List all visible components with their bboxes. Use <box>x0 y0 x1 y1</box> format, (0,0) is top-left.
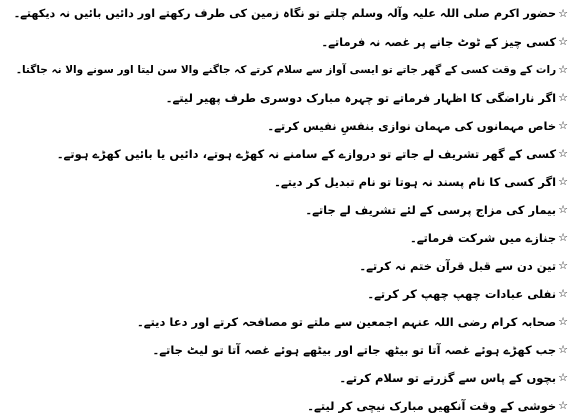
star-outline-icon: ☆ <box>558 259 568 272</box>
list-item-text: جنازے میں شرکت فرماتے۔ <box>410 231 557 245</box>
star-outline-icon: ☆ <box>558 147 568 160</box>
list-item-text: صحابہ کرام رضی اللہ عنہم اجمعین سے ملتے تو مصافحہ کرتے اور دعا دیتے۔ <box>137 315 557 329</box>
star-outline-icon: ☆ <box>558 399 568 412</box>
star-outline-icon: ☆ <box>558 7 568 20</box>
star-outline-icon: ☆ <box>558 63 568 76</box>
list-item-text: بیمار کی مزاج پرسی کے لئے تشریف لے جاتے۔ <box>305 203 557 217</box>
list-item-text: نفلی عبادات چھپ چھپ کر کرتے۔ <box>367 287 557 301</box>
list-item <box>321 31 568 53</box>
list-item <box>307 395 568 417</box>
list-item <box>14 3 568 25</box>
list-item <box>16 59 568 81</box>
list-item-text: اگر کسی کا نام پسند نہ ہوتا تو نام تبدیل کر دیتے۔ <box>274 175 557 189</box>
list-item-text: حضور اکرم صلی اللہ علیہ وآلہ وسلم چلتے تو نگاہ زمین کی طرف رکھتے اور دائیں بائیں نہ دیکھتے۔ <box>13 7 557 20</box>
list-item-text: خاص مہمانوں کی مہمان نوازی بنفسِ نفیس کرتے۔ <box>267 119 557 133</box>
star-outline-icon: ☆ <box>558 35 568 48</box>
star-outline-icon: ☆ <box>558 343 568 356</box>
star-outline-icon: ☆ <box>558 231 568 244</box>
list-item-text: رات کے وقت کسی کے گھر جاتے تو ایسی آواز سے سلام کرتے کہ جاگنے والا سن لیتا اور سونے والا نہ جاگتا۔ <box>15 64 557 76</box>
list-item-text: کسی چیز کے ٹوٹ جانے پر غصہ نہ فرماتے۔ <box>321 35 557 49</box>
list-item-text: تین دن سے قبل قرآن ختم نہ کرتے۔ <box>359 259 557 273</box>
list-item <box>367 283 568 305</box>
star-outline-icon: ☆ <box>558 287 568 300</box>
list-item-text: خوشی کے وقت آنکھیں مبارک نیچی کر لیتے۔ <box>307 399 557 413</box>
list-item <box>166 87 568 109</box>
list-item <box>359 255 568 277</box>
list-item <box>339 367 568 389</box>
star-outline-icon: ☆ <box>558 203 568 216</box>
list-item <box>137 311 568 333</box>
list-item-text: بچوں کے پاس سے گزرتے تو سلام کرتے۔ <box>339 371 557 385</box>
star-outline-icon: ☆ <box>558 175 568 188</box>
list-item-text: اگر ناراضگی کا اظہار فرماتے تو چہرہ مبارک دوسری طرف پھیر لیتے۔ <box>165 91 557 105</box>
list-item <box>57 143 568 165</box>
list-item-text: کسی کے گھر تشریف لے جاتے تو دروازے کے سامنے نہ کھڑے ہوتے، دائیں یا بائیں کھڑے ہوتے۔ <box>56 147 557 161</box>
list-item <box>153 339 568 361</box>
list-item-text: جب کھڑے ہوئے غصہ آتا تو بیٹھ جاتے اور بیٹھے ہوئے غصہ آتا تو لیٹ جاتے۔ <box>152 343 557 357</box>
list-item <box>267 115 568 137</box>
list-item <box>305 199 568 221</box>
star-outline-icon: ☆ <box>558 119 568 132</box>
star-outline-icon: ☆ <box>558 315 568 328</box>
star-outline-icon: ☆ <box>558 371 568 384</box>
list-item <box>274 171 568 193</box>
star-outline-icon: ☆ <box>558 91 568 104</box>
list-item <box>410 227 568 249</box>
